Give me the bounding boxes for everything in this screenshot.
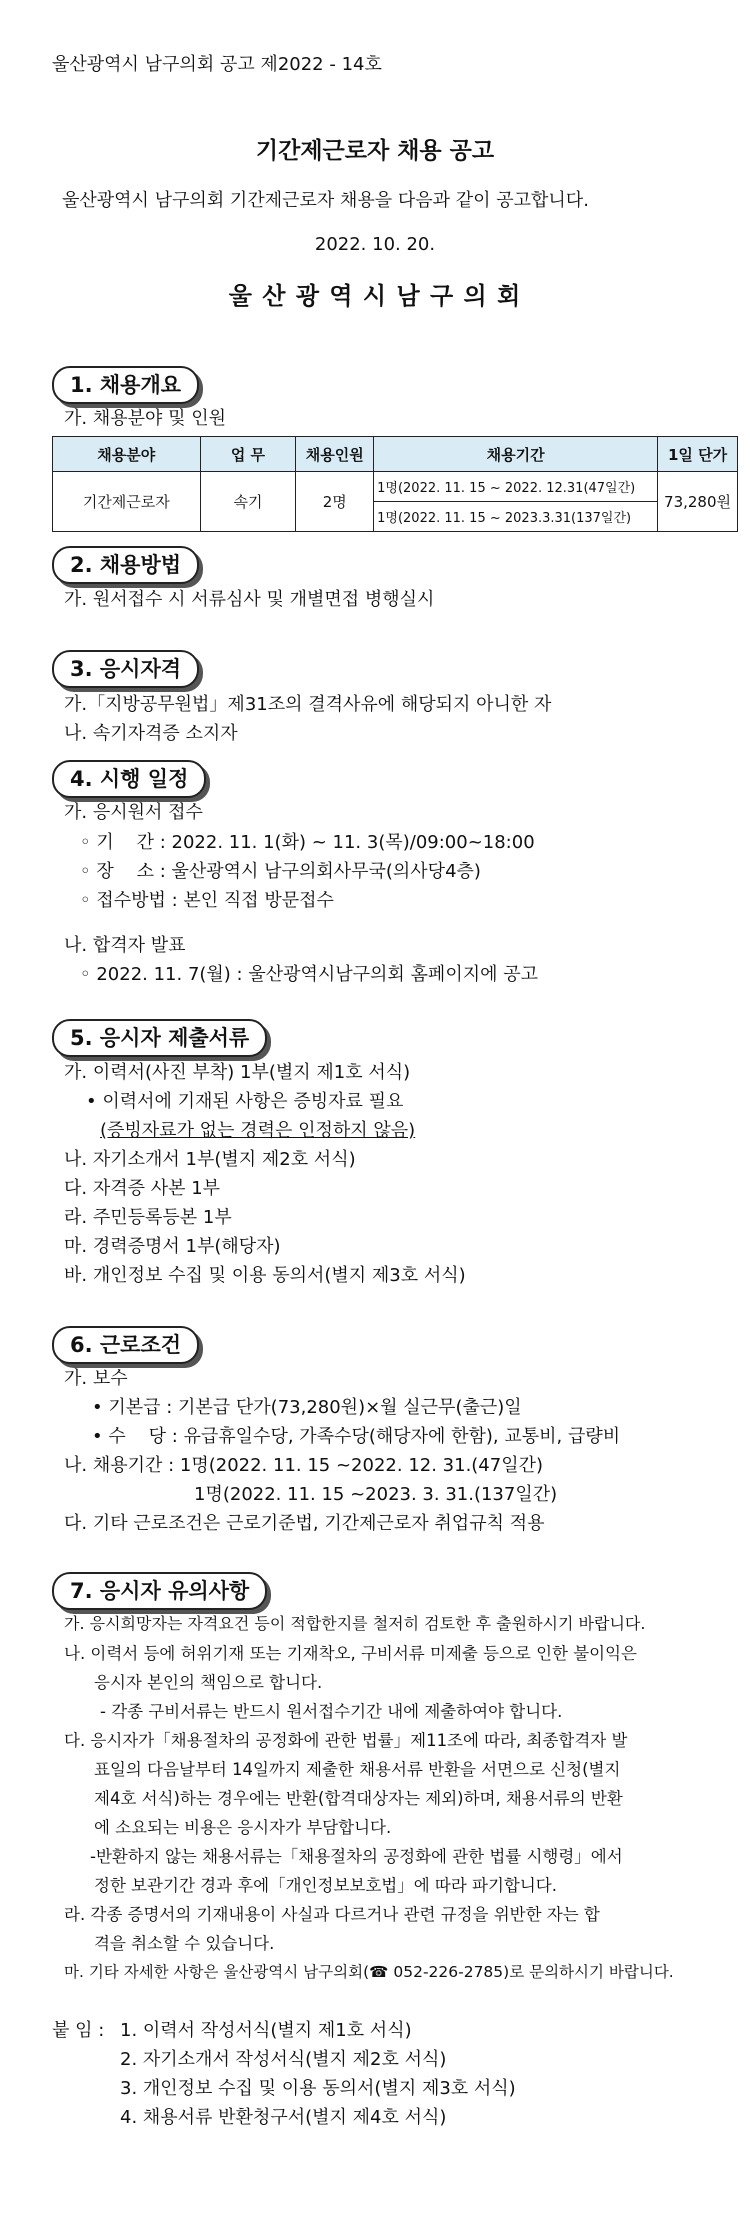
s5-line-3: (증빙자료가 없는 경력은 인정하지 않음) [100,1120,416,1141]
header-field: 채용분야 [53,437,201,472]
s7-line-3: 응시자 본인의 책임으로 합니다. [94,1673,323,1692]
header-count: 채용인원 [296,437,374,472]
hiring-table [52,436,738,532]
s5-line-2: • 이력서에 기재된 사항은 증빙자료 필요 [86,1091,404,1112]
section-5-heading: 5. 응시자 제출서류 [52,1019,267,1057]
attach-item-4: 4. 채용서류 반환청구서(별지 제4호 서식) [120,2107,447,2128]
section-4-heading: 4. 시행 일정 [52,760,206,798]
s4-line-6: ◦ 2022. 11. 7(월) : 울산광역시남구의회 홈페이지에 공고 [80,964,538,985]
s6-line-1: 가. 보수 [64,1368,128,1389]
s5-line-1: 가. 이력서(사진 부착) 1부(별지 제1호 서식) [64,1062,411,1083]
s7-line-11: 라. 각종 증명서의 기재내용이 사실과 다르거나 관련 규정을 위반한 자는 합 [64,1905,600,1924]
s6-line-5: 1명(2022. 11. 15 ~2023. 3. 31.(137일간) [194,1484,558,1505]
s1-sub: 가. 채용분야 및 인원 [64,408,226,429]
attach-label: 붙 임 : [52,2020,105,2041]
s4-line-2: ◦ 기 간 : 2022. 11. 1(화) ~ 11. 3(목)/09:00~18:00 [80,832,535,853]
attach-item-3: 3. 개인정보 수집 및 이용 동의서(별지 제3호 서식) [120,2078,516,2099]
s5-line-5: 다. 자격증 사본 1부 [64,1178,221,1199]
notice-date: 2022. 10. 20. [314,234,436,255]
s7-line-2: 나. 이력서 등에 허위기재 또는 기재착오, 구비서류 미제출 등으로 인한 불이익은 [64,1644,637,1663]
s5-line-4: 나. 자기소개서 1부(별지 제2호 서식) [64,1149,356,1170]
section-1-heading: 1. 채용개요 [52,366,199,404]
s7-line-8: 에 소요되는 비용은 응시자가 부담합니다. [94,1818,392,1837]
s4-line-4: ◦ 접수방법 : 본인 직접 방문접수 [80,890,334,911]
section-6-heading: 6. 근로조건 [52,1326,199,1364]
s7-line-9: -반환하지 않는 채용서류는「채용절차의 공정화에 관한 법률 시행령」에서 [90,1847,623,1866]
s5-line-6: 라. 주민등록등본 1부 [64,1207,232,1228]
s6-line-2: • 기본급 : 기본급 단가(73,280원)×월 실근무(출근)일 [92,1397,522,1418]
attach-item-2: 2. 자기소개서 작성서식(별지 제2호 서식) [120,2049,447,2070]
s3-line-2: 나. 속기자격증 소지자 [64,723,238,744]
s7-line-1: 가. 응시희망자는 자격요건 등이 적합한지를 철저히 검토한 후 출원하시기 바랍니다. [64,1614,646,1633]
s3-line-1: 가.「지방공무원법」제31조의 결격사유에 해당되지 아니한 자 [64,694,552,715]
issuer-name: 울 산 광 역 시 남 구 의 회 [228,282,522,310]
attach-item-1: 1. 이력서 작성서식(별지 제1호 서식) [120,2020,412,2041]
cell-duty: 속기 [200,472,296,532]
s7-line-12: 격을 취소할 수 있습니다. [94,1934,275,1953]
s7-line-7: 제4호 서식)하는 경우에는 반환(합격대상자는 제외)하며, 채용서류의 반환 [94,1789,623,1808]
page-title: 기간제근로자 채용 공고 [255,138,495,164]
cell-period-2: 1명(2022. 11. 15 ~ 2023.3.31(137일간) [377,511,632,526]
s2-line-1: 가. 원서접수 시 서류심사 및 개별면접 병행실시 [64,589,435,610]
s7-line-5: 다. 응시자가「채용절차의 공정화에 관한 법률」제11조에 따라, 최종합격자 발 [64,1731,628,1750]
header-period: 채용기간 [374,437,658,472]
s6-line-4: 나. 채용기간 : 1명(2022. 11. 15 ~2022. 12. 31.(47일간) [64,1455,544,1476]
cell-wage: 73,280원 [658,472,738,532]
s4-line-3: ◦ 장 소 : 울산광역시 남구의회사무국(의사당4층) [80,861,481,882]
intro-text: 울산광역시 남구의회 기간제근로자 채용을 다음과 같이 공고합니다. [62,190,589,211]
cell-period-1: 1명(2022. 11. 15 ~ 2022. 12.31(47일간) [377,481,636,496]
s6-line-3: • 수 당 : 유급휴일수당, 가족수당(해당자에 한함), 교통비, 급량비 [92,1426,621,1447]
s4-line-1: 가. 응시원서 접수 [64,802,203,823]
doc-number: 울산광역시 남구의회 공고 제2022 - 14호 [52,54,382,75]
s4-line-5: 나. 합격자 발표 [64,935,186,956]
s6-line-6: 다. 기타 근로조건은 근로기준법, 기간제근로자 취업규칙 적용 [64,1513,545,1534]
header-wage: 1일 단가 [658,437,738,472]
cell-field: 기간제근로자 [53,472,201,532]
s5-line-8: 바. 개인정보 수집 및 이용 동의서(별지 제3호 서식) [64,1265,466,1286]
s5-line-7: 마. 경력증명서 1부(해당자) [64,1236,281,1257]
s7-line-13: 마. 기타 자세한 사항은 울산광역시 남구의회(☎ 052-226-2785)로 문의하시기 바랍니다. [64,1963,674,1981]
cell-count: 2명 [296,472,374,532]
section-2-heading: 2. 채용방법 [52,546,199,584]
s7-line-4: - 각종 구비서류는 반드시 원서접수기간 내에 제출하여야 합니다. [100,1702,563,1721]
s7-line-10: 정한 보관기간 경과 후에「개인정보보호법」에 따라 파기합니다. [94,1876,557,1895]
header-duty: 업 무 [200,437,296,472]
section-7-heading: 7. 응시자 유의사항 [52,1572,267,1610]
s7-line-6: 표일의 다음날부터 14일까지 제출한 채용서류 반환을 서면으로 신청(별지 [94,1760,621,1779]
section-3-heading: 3. 응시자격 [52,650,199,688]
